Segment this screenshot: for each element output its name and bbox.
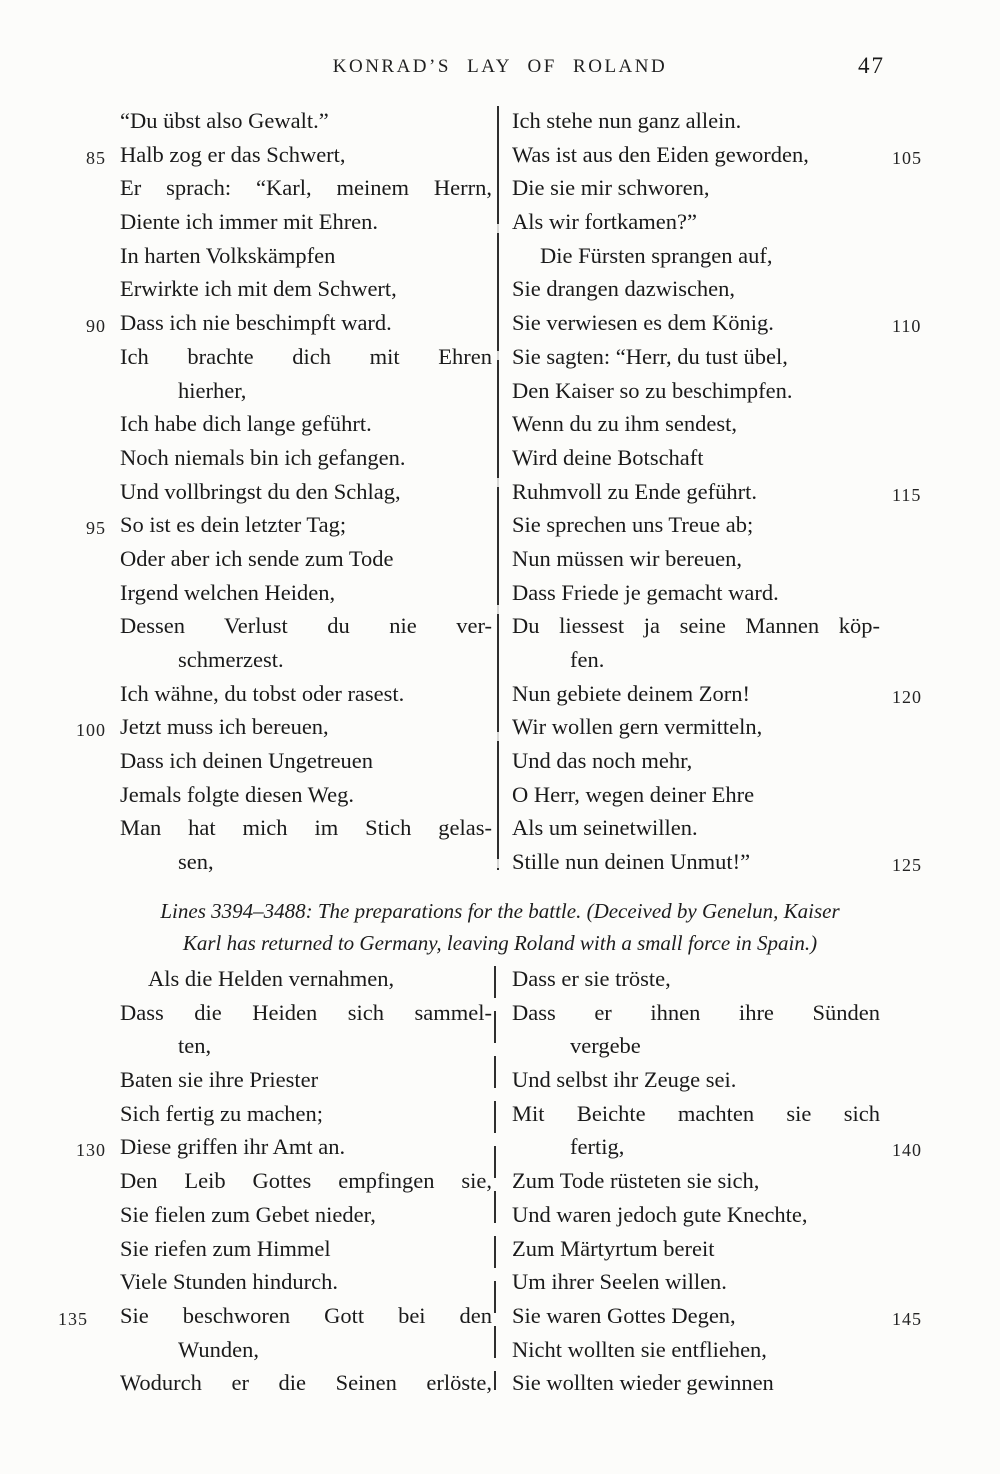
- poem-line-text: Nicht wollten sie entfliehen,: [512, 1336, 767, 1362]
- poem-line: [120, 1164, 492, 1198]
- line-number: 115: [892, 484, 922, 505]
- poem-line: [512, 1299, 922, 1333]
- poem-line: [512, 272, 880, 306]
- poem-line: [120, 1029, 492, 1063]
- poem-line-text: Und selbst ihr Zeuge sei.: [512, 1067, 737, 1093]
- poem-line-text: Nun gebiete deinem Zorn!: [512, 680, 751, 706]
- poem-line: [512, 475, 922, 509]
- line-number: 95: [86, 518, 106, 539]
- poem-line-text: Oder aber ich sende zum Tode: [120, 545, 394, 571]
- poem-line-text: Jemals folgte diesen Weg.: [120, 781, 354, 807]
- poem-line: [120, 1097, 492, 1131]
- poem-line-text: Baten sie ihre Priester: [120, 1067, 319, 1093]
- poem-line: [120, 374, 492, 408]
- poem-line: [512, 778, 880, 812]
- poem-line-text: Und das noch mehr,: [512, 748, 693, 774]
- poem-line: [512, 576, 880, 610]
- line-number: 120: [892, 686, 922, 707]
- poem-line: [120, 643, 492, 677]
- poem-line-text: Irgend welchen Heiden,: [120, 579, 336, 605]
- poem-line-text: Den Leib Gottes empfingen sie,: [120, 1168, 492, 1194]
- poem-line-text: Diente ich immer mit Ehren.: [120, 209, 379, 235]
- poem-line-text: Sie wollten wieder gewinnen: [512, 1370, 774, 1396]
- poem-line-text: Nun müssen wir bereuen,: [512, 545, 742, 571]
- line-number: 145: [892, 1308, 922, 1329]
- poem-line: [120, 677, 492, 711]
- line-number: 135: [58, 1308, 88, 1329]
- poem-line: [120, 171, 492, 205]
- poem-line-text: vergebe: [570, 1033, 641, 1059]
- poem-line: [120, 104, 492, 138]
- poem-line-text: “Du übst also Gewalt.”: [120, 108, 329, 133]
- poem-line: [512, 441, 880, 475]
- poem-line-text: Jetzt muss ich bereuen,: [120, 714, 329, 740]
- poem-line: [120, 340, 492, 374]
- poem-line-text: fen.: [570, 647, 605, 672]
- poem-line-text: Ich brachte dich mit Ehren: [120, 343, 492, 369]
- editorial-note-line-1: Lines 3394–3488: The preparations for the battle. (Deceived by Genelun, Kaiser: [160, 899, 840, 923]
- poem-line: [512, 811, 880, 845]
- poem-line-text: Dass ich nie beschimpft ward.: [120, 310, 392, 336]
- poem-line: [512, 407, 880, 441]
- poem-line: [120, 1198, 492, 1232]
- poem-line: [512, 1265, 880, 1299]
- poem-line: [512, 1198, 880, 1232]
- poem-line: [512, 374, 880, 408]
- poem-line: [120, 811, 492, 845]
- poem-line-text: Die sie mir schworen,: [512, 175, 710, 201]
- poem-line-text: Er sprach: “Karl, meinem Herrn,: [120, 175, 492, 201]
- poem-line: [512, 104, 880, 138]
- poem-line-text: Was ist aus den Eiden geworden,: [512, 141, 809, 167]
- poem-line: [120, 576, 492, 610]
- poem-line: [512, 239, 880, 273]
- poem-line-text: Noch niemals bin ich gefangen.: [120, 444, 406, 470]
- line-number: 105: [892, 147, 922, 168]
- poem-line: [120, 441, 492, 475]
- poem-line: [120, 845, 492, 879]
- poem-line-text: Sie sagten: “Herr, du tust übel,: [512, 343, 788, 369]
- poem-line: [512, 643, 880, 677]
- poem-line-text: Dass er ihnen ihre Sünden: [512, 999, 880, 1025]
- poem-line: [512, 677, 922, 711]
- editorial-note-line-2: Karl has returned to Germany, leaving Roland with a small force in Spain.): [182, 930, 818, 955]
- poem-line: [120, 1232, 492, 1266]
- poem-line: [512, 1063, 880, 1097]
- poem-line-text: Sie beschworen Gott bei den: [120, 1302, 492, 1328]
- poem-line: [512, 1366, 880, 1400]
- line-number: 90: [86, 316, 106, 337]
- poem-line: [512, 1164, 880, 1198]
- poem-line: [120, 205, 492, 239]
- poem-line-text: sen,: [178, 849, 214, 875]
- poem-line: [512, 1130, 922, 1164]
- poem-line-text: Sie fielen zum Gebet nieder,: [120, 1201, 376, 1227]
- poem-line-text: Dass er sie tröste,: [512, 966, 671, 991]
- poem-column-left-upper: [76, 104, 492, 879]
- poem-column-right-lower: [512, 962, 922, 1400]
- poem-line: [512, 609, 880, 643]
- poem-line-text: Wird deine Botschaft: [512, 444, 704, 470]
- poem-line: [120, 1063, 492, 1097]
- poem-line: [86, 306, 492, 340]
- poem-line-text: Ich habe dich lange geführt.: [120, 411, 372, 437]
- poem-line: [512, 340, 880, 374]
- poem-line: [120, 744, 492, 778]
- poem-line-text: Sie drangen dazwischen,: [512, 276, 736, 302]
- poem-line-text: Als die Helden vernahmen,: [148, 966, 395, 991]
- poem-line: [512, 1232, 880, 1266]
- line-number: 85: [86, 147, 106, 168]
- poem-line-text: Und vollbringst du den Schlag,: [120, 478, 401, 504]
- poem-line: [512, 508, 880, 542]
- poem-line-text: Erwirkte ich mit dem Schwert,: [120, 276, 397, 302]
- poem-line-text: Als um seinetwillen.: [512, 815, 698, 841]
- poem-line: [120, 1265, 492, 1299]
- poem-line-text: Stille nun deinen Unmut!”: [512, 849, 751, 875]
- poem-line: [512, 306, 922, 340]
- poem-column-right-upper: [512, 104, 922, 879]
- poem-line-text: Dass Friede je gemacht ward.: [512, 579, 779, 605]
- poem-line: [76, 1130, 492, 1164]
- poem-line: [512, 1333, 880, 1367]
- poem-line-text: Die Fürsten sprangen auf,: [540, 242, 773, 268]
- line-number: 125: [892, 855, 922, 876]
- poem-line-text: Sie riefen zum Himmel: [120, 1235, 331, 1261]
- poem-line: [86, 508, 492, 542]
- poem-line-text: Wunden,: [178, 1336, 259, 1362]
- poem-line-text: schmerzest.: [178, 647, 284, 672]
- poem-line-text: Zum Märtyrtum bereit: [512, 1235, 715, 1261]
- poem-line-text: So ist es dein letzter Tag;: [120, 512, 347, 538]
- poem-line-text: Ich wähne, du tobst oder rasest.: [120, 680, 405, 706]
- poem-line: [512, 1029, 880, 1063]
- line-number: 100: [76, 720, 106, 741]
- poem-line: [120, 996, 492, 1030]
- poem-line: [120, 962, 492, 996]
- poem-line-text: Wenn du zu ihm sendest,: [512, 411, 738, 437]
- poem-line-text: Wir wollen gern vermitteln,: [512, 714, 763, 740]
- poem-line: [120, 1333, 492, 1367]
- running-header-title: KONRAD’S LAY OF ROLAND: [332, 56, 668, 77]
- poem-line-text: Ruhmvoll zu Ende geführt.: [512, 478, 757, 504]
- poem-line: [512, 744, 880, 778]
- poem-line-text: Man hat mich im Stich gelas-: [120, 815, 492, 841]
- poem-line: [120, 272, 492, 306]
- poem-line: [120, 609, 492, 643]
- poem-line: [512, 962, 880, 996]
- poem-line: [512, 171, 880, 205]
- poem-line-text: Halb zog er das Schwert,: [120, 141, 346, 167]
- poem-line: [512, 205, 880, 239]
- poem-line-text: Sie verwiesen es dem König.: [512, 310, 774, 336]
- poem-line: [512, 710, 880, 744]
- poem-line: [512, 996, 880, 1030]
- poem-line-text: Dass die Heiden sich sammel-: [120, 999, 492, 1025]
- poem-line-text: Ich stehe nun ganz allein.: [512, 108, 742, 133]
- poem-line-text: Dessen Verlust du nie ver-: [120, 613, 492, 639]
- poem-line: [512, 542, 880, 576]
- poem-line-text: Um ihrer Seelen willen.: [512, 1269, 727, 1295]
- poem-line: [512, 138, 922, 172]
- poem-line-text: Den Kaiser so zu beschimpfen.: [512, 377, 793, 403]
- poem-line: [76, 710, 492, 744]
- poem-line: [120, 778, 492, 812]
- poem-line-text: Wodurch er die Seinen erlöste,: [120, 1370, 492, 1396]
- poem-line: [58, 1299, 492, 1333]
- poem-line-text: Du liessest ja seine Mannen köp-: [512, 613, 880, 639]
- poem-line: [120, 1366, 492, 1400]
- poem-line-text: Sich fertig zu machen;: [120, 1100, 324, 1126]
- poem-line-text: Mit Beichte machten sie sich: [512, 1100, 880, 1126]
- editorial-note: [80, 896, 920, 959]
- line-number: 110: [892, 316, 922, 337]
- poem-line-text: Viele Stunden hindurch.: [120, 1269, 338, 1295]
- poem-line-text: fertig,: [570, 1134, 625, 1160]
- poem-line: [120, 239, 492, 273]
- poem-line-text: In harten Volkskämpfen: [120, 242, 336, 268]
- page-number: 47: [858, 53, 885, 78]
- poem-line-text: Sie sprechen uns Treue ab;: [512, 512, 754, 538]
- poem-line-text: Dass ich deinen Ungetreuen: [120, 748, 374, 774]
- poem-line-text: Und waren jedoch gute Knechte,: [512, 1201, 808, 1227]
- poem-line: [120, 475, 492, 509]
- column-divider-rule-top: [497, 106, 499, 870]
- poem-line-text: ten,: [178, 1033, 212, 1059]
- poem-line-text: Zum Tode rüsteten sie sich,: [512, 1168, 760, 1194]
- poem-line: [512, 1097, 880, 1131]
- poem-line: [120, 542, 492, 576]
- poem-line: [512, 845, 922, 879]
- poem-line-text: Sie waren Gottes Degen,: [512, 1302, 736, 1328]
- poem-column-left-lower: [58, 962, 492, 1400]
- line-number: 130: [76, 1140, 106, 1161]
- poem-line: [120, 407, 492, 441]
- column-divider-rule-bottom: [494, 966, 496, 1390]
- poem-line: [86, 138, 492, 172]
- poem-line-text: hierher,: [178, 377, 247, 403]
- poem-line-text: Als wir fortkamen?”: [512, 209, 697, 235]
- poem-line-text: O Herr, wegen deiner Ehre: [512, 781, 755, 807]
- line-number: 140: [892, 1140, 922, 1161]
- poem-line-text: Diese griffen ihr Amt an.: [120, 1134, 346, 1160]
